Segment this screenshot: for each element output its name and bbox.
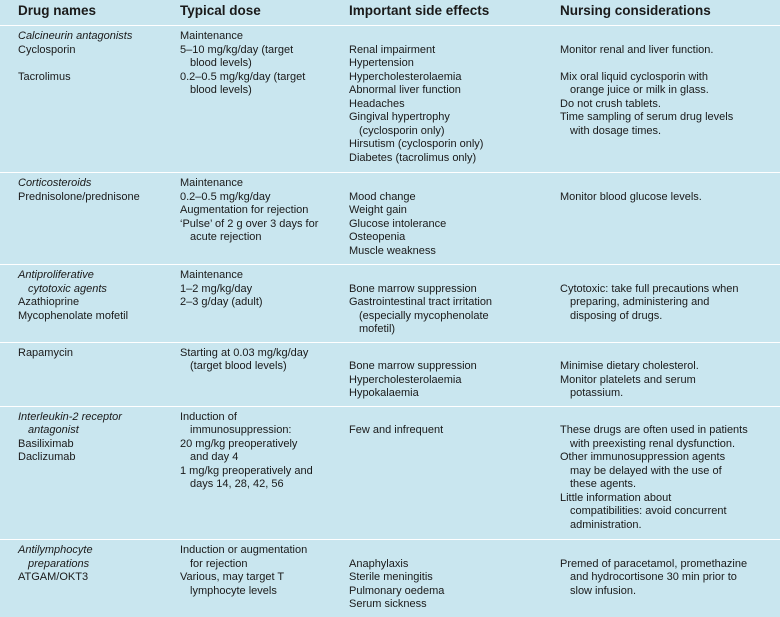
dose-line: Induction of (180, 410, 237, 423)
drug-category: cytotoxic agents (28, 282, 107, 295)
dose-line: ‘Pulse’ of 2 g over 3 days for (180, 217, 319, 230)
nursing-note: these agents. (570, 478, 637, 491)
nursing-note: with preexisting renal dysfunction. (570, 437, 736, 450)
side-effect: Hypercholesterolaemia (349, 70, 462, 83)
side-effect: Anaphylaxis (349, 557, 409, 570)
drug-cell (0, 540, 162, 617)
dose-cell (162, 342, 331, 406)
dose-line: Starting at 0.03 mg/kg/day (180, 346, 309, 359)
dose-line: Augmentation for rejection (180, 204, 309, 217)
table-row (0, 26, 780, 173)
side-effect: Renal impairment (349, 43, 436, 56)
dose-cell (162, 406, 331, 539)
side-effect: Abnormal liver function (349, 84, 461, 96)
dose-line: acute rejection (190, 231, 262, 244)
nursing-cell (542, 26, 780, 173)
dose-line: Maintenance (180, 177, 243, 190)
nursing-note: Monitor blood glucose levels. (560, 190, 702, 203)
header-side-effects: Important side effects (331, 0, 542, 26)
drug-cell (0, 173, 162, 265)
drug-cell (0, 406, 162, 539)
dose-line: 0.2–0.5 mg/kg/day (target (180, 70, 306, 83)
header-nursing-considerations: Nursing considerations (542, 0, 780, 26)
side-effect: Pulmonary oedema (349, 584, 445, 597)
nursing-cell (542, 342, 780, 406)
side-effect: Glucose intolerance (349, 217, 447, 230)
side-effect: Bone marrow suppression (349, 282, 477, 295)
dose-line: Maintenance (180, 30, 243, 42)
nursing-note: administration. (570, 518, 642, 531)
nursing-note: potassium. (570, 387, 624, 400)
nursing-cell (542, 406, 780, 539)
nursing-note: Little information about (560, 491, 672, 504)
dose-cell (162, 173, 331, 265)
dose-line: Maintenance (180, 269, 243, 282)
drug-cell (0, 26, 162, 173)
nursing-note: orange juice or milk in glass. (570, 84, 709, 96)
nursing-note: slow infusion. (570, 584, 637, 597)
dose-cell (162, 265, 331, 343)
side-effect: (cyclosporin only) (359, 124, 445, 137)
dose-line: lymphocyte levels (190, 584, 277, 597)
drug-category: Antilymphocyte (18, 544, 93, 557)
drug-category: Interleukin-2 receptor (18, 410, 122, 423)
side-effect: Mood change (349, 190, 416, 203)
table-row (0, 265, 780, 343)
dose-line: for rejection (190, 557, 248, 570)
nursing-note: and hydrocortisone 30 min prior to (570, 571, 737, 584)
side-effect: Bone marrow suppression (349, 360, 477, 373)
table-row (0, 540, 780, 617)
nursing-note: Minimise dietary cholesterol. (560, 360, 699, 373)
side-effect: Hypokalaemia (349, 387, 419, 400)
nursing-note: compatibilities: avoid concurrent (570, 505, 727, 518)
side-effect: Osteopenia (349, 231, 406, 244)
side-effect: Hypercholesterolaemia (349, 373, 462, 386)
dose-line: Induction or augmentation (180, 544, 308, 557)
table-row (0, 342, 780, 406)
side-effect: Muscle weakness (349, 244, 436, 257)
nursing-note: disposing of drugs. (570, 309, 663, 322)
drug-name: Cyclosporin (18, 43, 76, 56)
drug-category: Calcineurin antagonists (18, 30, 133, 42)
dose-line: blood levels) (190, 57, 252, 69)
side-effects-cell (331, 26, 542, 173)
dose-cell (162, 26, 331, 173)
drug-name: Tacrolimus (18, 70, 71, 83)
side-effects-cell (331, 173, 542, 265)
dose-line: immunosuppression: (190, 424, 292, 437)
nursing-note: Mix oral liquid cyclosporin with (560, 70, 708, 83)
dose-line: (target blood levels) (190, 360, 287, 373)
nursing-note: Cytotoxic: take full precautions when (560, 282, 739, 295)
side-effect: Serum sickness (349, 598, 427, 611)
side-effect: Weight gain (349, 204, 407, 217)
side-effects-cell (331, 540, 542, 617)
drug-category: Corticosteroids (18, 177, 92, 190)
side-effects-cell (331, 342, 542, 406)
side-effect: Diabetes (tacrolimus only) (349, 151, 477, 164)
drug-category: antagonist (28, 424, 79, 437)
side-effect: Few and infrequent (349, 424, 444, 437)
drug-name: Rapamycin (18, 346, 74, 359)
nursing-cell (542, 540, 780, 617)
drug-name: ATGAM/OKT3 (18, 571, 89, 584)
side-effects-cell (331, 406, 542, 539)
nursing-note: Monitor renal and liver function. (560, 43, 714, 56)
drug-category: preparations (28, 557, 90, 570)
drug-name: Mycophenolate mofetil (18, 309, 129, 322)
drug-name: Azathioprine (18, 296, 80, 309)
side-effect: Sterile meningitis (349, 571, 433, 584)
drug-cell (0, 342, 162, 406)
dose-cell (162, 540, 331, 617)
dose-line: 1 mg/kg preoperatively and (180, 464, 313, 477)
dose-line: Various, may target T (180, 571, 285, 584)
side-effect: Gingival hypertrophy (349, 111, 450, 123)
nursing-note: Monitor platelets and serum (560, 373, 696, 386)
table-row (0, 406, 780, 539)
dose-line: days 14, 28, 42, 56 (190, 478, 284, 491)
dose-line: and day 4 (190, 451, 239, 464)
drug-name: Daclizumab (18, 451, 76, 464)
side-effect: (especially mycophenolate (359, 309, 489, 322)
side-effect: Headaches (349, 97, 405, 110)
drug-name: Prednisolone/prednisone (18, 190, 140, 203)
nursing-cell (542, 173, 780, 265)
side-effects-cell (331, 265, 542, 343)
dose-line: 0.2–0.5 mg/kg/day (180, 190, 271, 203)
nursing-note: Do not crush tablets. (560, 97, 661, 110)
dose-line: 1–2 mg/kg/day (180, 282, 253, 295)
dose-line: 5–10 mg/kg/day (target (180, 43, 294, 56)
nursing-note: with dosage times. (570, 124, 662, 137)
nursing-note: These drugs are often used in patients (560, 424, 748, 437)
nursing-note: preparing, administering and (570, 296, 710, 309)
side-effect: Hypertension (349, 57, 414, 69)
header-drug-names: Drug names (0, 0, 162, 26)
nursing-note: Premed of paracetamol, promethazine (560, 557, 748, 570)
header-typical-dose: Typical dose (162, 0, 331, 26)
nursing-note: Other immunosuppression agents (560, 451, 726, 464)
side-effect: Hirsutism (cyclosporin only) (349, 138, 484, 150)
drug-name: Basiliximab (18, 437, 74, 450)
table-row (0, 173, 780, 265)
drug-category: Antiproliferative (18, 269, 94, 282)
header-row (0, 0, 780, 26)
nursing-cell (542, 265, 780, 343)
dose-line: 2–3 g/day (adult) (180, 296, 263, 309)
nursing-note: may be delayed with the use of (570, 464, 722, 477)
drug-cell (0, 265, 162, 343)
dose-line: 20 mg/kg preoperatively (180, 437, 298, 450)
side-effect: mofetil) (359, 323, 396, 336)
dose-line: blood levels) (190, 84, 252, 96)
nursing-note: Time sampling of serum drug levels (560, 111, 734, 123)
side-effect: Gastrointestinal tract irritation (349, 296, 493, 309)
